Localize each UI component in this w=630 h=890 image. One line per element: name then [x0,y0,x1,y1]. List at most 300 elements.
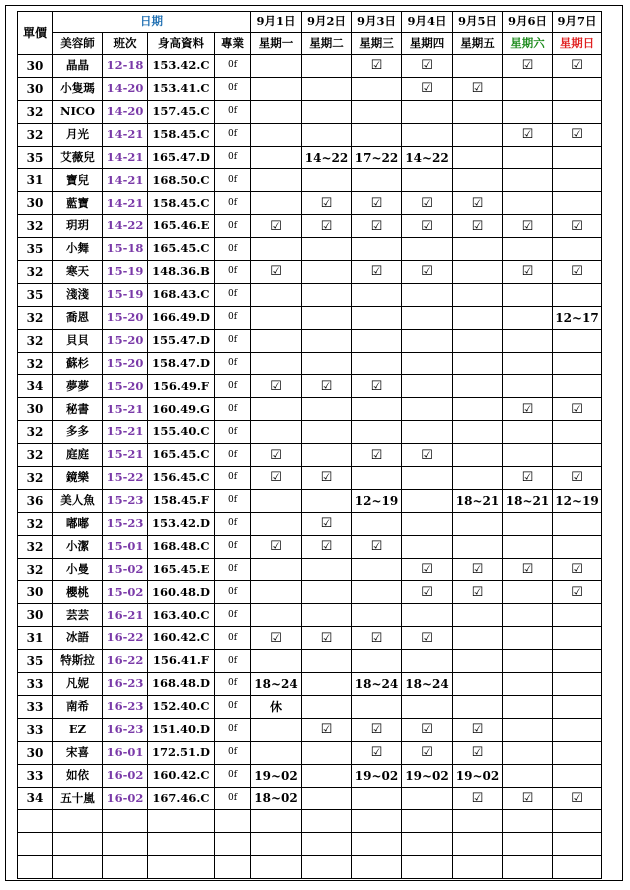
pro-cell: 0f [215,718,251,741]
checkbox-icon: ☑ [302,375,352,398]
height-cell [148,856,215,879]
day-cell [251,77,302,100]
day-cell [402,100,453,123]
day-cell [553,192,602,215]
checkbox-icon: ☑ [503,787,553,810]
day-cell [453,398,503,421]
day-cell [553,444,602,467]
table-row [18,512,602,535]
height-cell: 153.42.C [148,55,215,78]
day-date: 9月3日 [352,12,402,33]
checkbox-icon: ☑ [503,215,553,238]
price-cell: 32 [18,444,53,467]
day-cell [503,352,553,375]
checkbox-icon: ☑ [402,741,453,764]
height-cell: 152.40.C [148,695,215,718]
height-cell: 160.48.D [148,581,215,604]
height-cell: 160.49.G [148,398,215,421]
weekday-label: 星期二 [302,33,352,55]
checkbox-icon: ☑ [251,535,302,558]
day-cell: 19~02 [352,764,402,787]
price-cell [18,856,53,879]
day-cell [553,627,602,650]
day-cell [402,650,453,673]
stylist-name: 淺淺 [53,283,103,306]
pro-cell: 0f [215,467,251,490]
shift-cell: 16-22 [103,650,148,673]
day-cell: 19~02 [251,764,302,787]
table-row [18,352,602,375]
height-cell: 165.47.D [148,146,215,169]
shift-cell: 16-02 [103,764,148,787]
day-cell [402,238,453,261]
stylist-name: 多多 [53,421,103,444]
day-cell [503,306,553,329]
day-cell [402,787,453,810]
height-cell: 153.42.D [148,512,215,535]
day-cell [453,146,503,169]
day-cell [352,512,402,535]
checkbox-icon: ☑ [352,718,402,741]
day-cell [251,421,302,444]
pro-cell: 0f [215,398,251,421]
table-row [18,467,602,490]
table-row [18,283,602,306]
day-cell [251,100,302,123]
day-cell [251,283,302,306]
day-cell [402,695,453,718]
table-row [18,215,602,238]
day-cell: 17~22 [352,146,402,169]
checkbox-icon: ☑ [251,215,302,238]
day-cell [302,283,352,306]
pro-cell: 0f [215,261,251,284]
checkbox-icon: ☑ [553,467,602,490]
day-cell [553,100,602,123]
height-cell: 168.48.D [148,673,215,696]
day-cell [402,604,453,627]
shift-cell: 15-02 [103,581,148,604]
shift-cell: 15-21 [103,444,148,467]
checkbox-icon: ☑ [302,535,352,558]
day-cell [352,604,402,627]
pro-cell: 0f [215,169,251,192]
day-cell [503,375,553,398]
checkbox-icon: ☑ [553,558,602,581]
day-cell [453,833,503,856]
day-cell [503,535,553,558]
table-row [18,444,602,467]
checkbox-icon: ☑ [352,215,402,238]
height-cell: 155.47.D [148,329,215,352]
day-date: 9月1日 [251,12,302,33]
day-cell [251,512,302,535]
table-row [18,77,602,100]
day-cell [553,421,602,444]
day-cell [453,55,503,78]
price-cell: 30 [18,192,53,215]
pro-cell: 0f [215,581,251,604]
day-cell [352,398,402,421]
stylist-name: 蘇杉 [53,352,103,375]
day-cell [453,512,503,535]
day-cell [302,352,352,375]
stylist-name: NICO [53,100,103,123]
table-row [18,718,602,741]
day-cell [302,650,352,673]
table-row [18,604,602,627]
col-header-height: 身高資料 [148,33,215,55]
day-cell [352,581,402,604]
day-cell [553,535,602,558]
day-cell [402,352,453,375]
stylist-name: 晶晶 [53,55,103,78]
day-cell [503,695,553,718]
day-cell [503,856,553,879]
height-cell: 156.41.F [148,650,215,673]
table-row [18,55,602,78]
day-cell [453,123,503,146]
day-cell [402,283,453,306]
day-cell [402,398,453,421]
stylist-name: 櫻桃 [53,581,103,604]
table-row [18,581,602,604]
day-cell [402,810,453,833]
day-cell [352,238,402,261]
day-cell [503,444,553,467]
checkbox-icon: ☑ [453,558,503,581]
day-date: 9月4日 [402,12,453,33]
table-row [18,238,602,261]
day-cell [251,238,302,261]
price-header: 單價 [18,12,53,55]
day-date: 9月7日 [553,12,602,33]
table-row [18,833,602,856]
price-cell: 30 [18,55,53,78]
schedule-table [17,11,602,879]
checkbox-icon: ☑ [402,627,453,650]
day-cell [352,421,402,444]
day-cell [402,169,453,192]
table-row [18,192,602,215]
pro-cell: 0f [215,375,251,398]
day-cell [453,604,503,627]
day-cell [251,810,302,833]
day-cell [453,856,503,879]
day-cell [503,718,553,741]
day-cell [553,718,602,741]
checkbox-icon: ☑ [402,558,453,581]
table-row [18,421,602,444]
day-cell [302,558,352,581]
table-row [18,535,602,558]
day-cell [352,77,402,100]
day-cell [302,604,352,627]
day-cell: 12~19 [352,489,402,512]
price-cell: 32 [18,100,53,123]
checkbox-icon: ☑ [553,581,602,604]
table-row [18,398,602,421]
day-cell [251,741,302,764]
price-cell: 30 [18,398,53,421]
day-cell: 19~02 [402,764,453,787]
stylist-name: 五十嵐 [53,787,103,810]
pro-cell: 0f [215,558,251,581]
price-cell: 31 [18,627,53,650]
height-cell: 160.42.C [148,627,215,650]
day-cell [553,146,602,169]
shift-cell [103,810,148,833]
stylist-name: 艾薇兒 [53,146,103,169]
day-cell [302,398,352,421]
checkbox-icon: ☑ [352,375,402,398]
shift-cell: 15-20 [103,375,148,398]
height-cell: 156.45.C [148,467,215,490]
day-cell [302,856,352,879]
price-cell: 32 [18,306,53,329]
stylist-name: 冰語 [53,627,103,650]
stylist-name: 夢夢 [53,375,103,398]
table-row [18,100,602,123]
shift-cell: 16-23 [103,673,148,696]
day-cell [503,146,553,169]
day-cell [302,261,352,284]
pro-cell [215,833,251,856]
day-cell [352,100,402,123]
checkbox-icon: ☑ [352,627,402,650]
checkbox-icon: ☑ [453,718,503,741]
pro-cell: 0f [215,650,251,673]
checkbox-icon: ☑ [453,581,503,604]
table-row [18,856,602,879]
day-cell [503,238,553,261]
shift-cell [103,833,148,856]
shift-cell: 12-18 [103,55,148,78]
day-cell [503,581,553,604]
day-cell [251,718,302,741]
price-cell: 32 [18,261,53,284]
day-cell [251,856,302,879]
day-cell [352,558,402,581]
shift-cell: 15-19 [103,283,148,306]
day-cell [553,512,602,535]
stylist-name: 喬恩 [53,306,103,329]
day-cell [251,650,302,673]
day-cell: 18~02 [251,787,302,810]
checkbox-icon: ☑ [352,55,402,78]
day-cell [553,77,602,100]
checkbox-icon: ☑ [402,215,453,238]
checkbox-icon: ☑ [402,192,453,215]
col-header-shift: 班次 [103,33,148,55]
stylist-name: 美人魚 [53,489,103,512]
day-cell [302,77,352,100]
height-cell: 167.46.C [148,787,215,810]
stylist-name: 鏡樂 [53,467,103,490]
day-cell [352,650,402,673]
shift-cell: 16-01 [103,741,148,764]
checkbox-icon: ☑ [302,627,352,650]
checkbox-icon: ☑ [402,581,453,604]
day-cell [503,192,553,215]
pro-cell: 0f [215,627,251,650]
day-cell [553,833,602,856]
checkbox-icon: ☑ [402,444,453,467]
day-cell [553,329,602,352]
day-cell [553,764,602,787]
pro-cell: 0f [215,512,251,535]
checkbox-icon: ☑ [402,718,453,741]
day-date: 9月6日 [503,12,553,33]
date-header: 日期 [53,12,251,33]
height-cell: 168.50.C [148,169,215,192]
pro-cell: 0f [215,489,251,512]
pro-cell: 0f [215,215,251,238]
day-cell [302,123,352,146]
day-cell [302,238,352,261]
stylist-name: 玥玥 [53,215,103,238]
checkbox-icon: ☑ [503,398,553,421]
pro-cell: 0f [215,192,251,215]
weekday-label: 星期日 [553,33,602,55]
stylist-name [53,833,103,856]
checkbox-icon: ☑ [302,467,352,490]
price-cell: 33 [18,695,53,718]
pro-cell: 0f [215,421,251,444]
height-cell: 158.45.C [148,192,215,215]
day-cell [553,238,602,261]
day-cell [352,856,402,879]
price-cell [18,833,53,856]
shift-cell: 14-20 [103,77,148,100]
day-cell [553,352,602,375]
checkbox-icon: ☑ [352,261,402,284]
pro-cell: 0f [215,695,251,718]
checkbox-icon: ☑ [352,741,402,764]
day-cell [453,238,503,261]
pro-cell: 0f [215,77,251,100]
pro-cell [215,810,251,833]
height-cell: 155.40.C [148,421,215,444]
pro-cell: 0f [215,329,251,352]
day-cell [251,398,302,421]
checkbox-icon: ☑ [453,787,503,810]
price-cell: 35 [18,283,53,306]
pro-cell: 0f [215,283,251,306]
shift-cell: 15-02 [103,558,148,581]
checkbox-icon: ☑ [553,398,602,421]
checkbox-icon: ☑ [251,627,302,650]
day-cell [503,329,553,352]
pro-cell: 0f [215,604,251,627]
stylist-name: 嘟嘟 [53,512,103,535]
table-row [18,695,602,718]
price-cell: 31 [18,169,53,192]
weekday-label: 星期六 [503,33,553,55]
stylist-name: 小曼 [53,558,103,581]
day-cell [352,467,402,490]
day-cell [402,856,453,879]
price-cell: 30 [18,77,53,100]
day-cell [302,787,352,810]
day-cell [251,833,302,856]
stylist-name: EZ [53,718,103,741]
col-header-pro: 專業 [215,33,251,55]
day-cell [503,810,553,833]
checkbox-icon: ☑ [352,444,402,467]
table-row [18,329,602,352]
height-cell: 163.40.C [148,604,215,627]
day-cell [251,146,302,169]
checkbox-icon: ☑ [453,741,503,764]
table-row [18,169,602,192]
checkbox-icon: ☑ [553,215,602,238]
shift-cell [103,856,148,879]
shift-cell: 14-20 [103,100,148,123]
price-cell: 32 [18,123,53,146]
price-cell: 34 [18,375,53,398]
price-cell: 35 [18,146,53,169]
day-cell [251,169,302,192]
pro-cell: 0f [215,673,251,696]
day-cell: 18~24 [251,673,302,696]
day-cell: 18~21 [453,489,503,512]
day-cell [302,100,352,123]
price-cell: 32 [18,467,53,490]
day-cell [503,283,553,306]
table-row [18,627,602,650]
day-cell [553,856,602,879]
shift-cell: 16-23 [103,695,148,718]
stylist-name: 芸芸 [53,604,103,627]
table-row [18,650,602,673]
pro-cell: 0f [215,123,251,146]
day-cell [302,55,352,78]
day-cell: 14~22 [402,146,453,169]
stylist-name: 藍寶 [53,192,103,215]
checkbox-icon: ☑ [302,512,352,535]
height-cell [148,833,215,856]
table-row [18,261,602,284]
day-cell [453,100,503,123]
day-cell [453,535,503,558]
day-cell: 休 [251,695,302,718]
stylist-name: 寶兒 [53,169,103,192]
stylist-name: 小舞 [53,238,103,261]
stylist-name: 宋喜 [53,741,103,764]
day-cell: 12~19 [553,489,602,512]
day-cell [302,764,352,787]
table-row [18,673,602,696]
shift-cell: 15-01 [103,535,148,558]
day-cell [553,695,602,718]
height-cell: 158.45.F [148,489,215,512]
stylist-name: 秘書 [53,398,103,421]
day-cell [453,444,503,467]
weekday-label: 星期一 [251,33,302,55]
day-cell [352,283,402,306]
day-cell [503,764,553,787]
price-cell: 34 [18,787,53,810]
day-date: 9月2日 [302,12,352,33]
day-cell [553,810,602,833]
day-cell [251,558,302,581]
height-cell: 158.47.D [148,352,215,375]
day-cell [553,673,602,696]
shift-cell: 16-22 [103,627,148,650]
table-row [18,558,602,581]
height-cell: 165.46.E [148,215,215,238]
